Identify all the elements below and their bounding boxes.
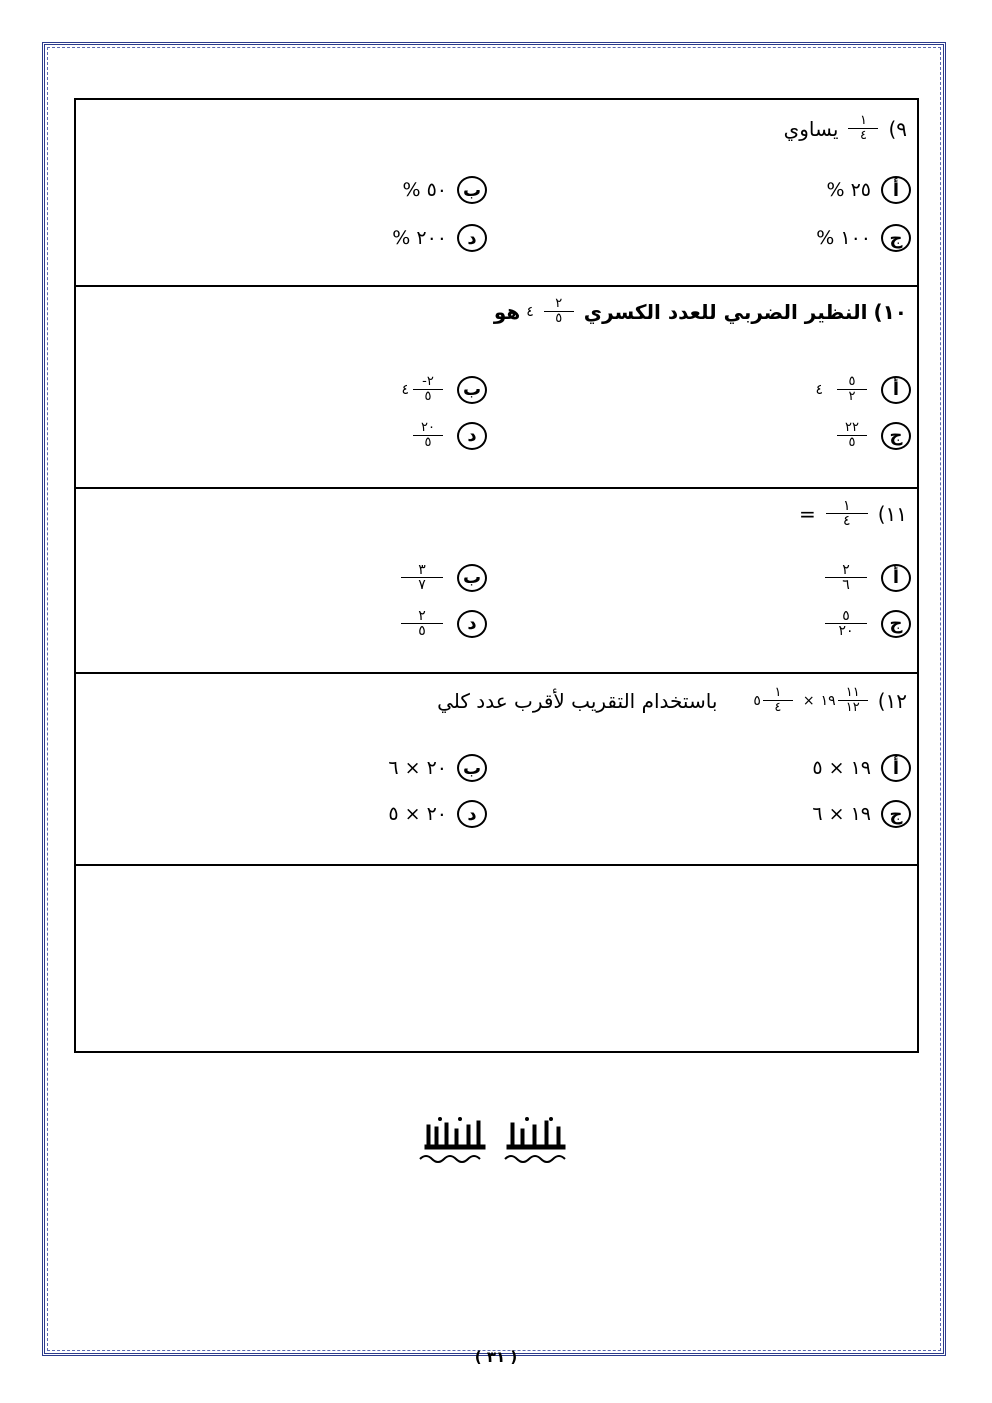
option-value: ٢٠٠ % [392, 227, 447, 249]
option-value: ٢٠ × ٥ [388, 803, 447, 825]
question-11 [76, 489, 917, 674]
mixed-whole: ٥ [753, 692, 761, 709]
option-letter: د [457, 610, 487, 638]
option-letter: أ [881, 564, 911, 592]
question-label: النظير الضربي للعدد الكسري [583, 299, 868, 324]
option-letter: أ [881, 754, 911, 782]
option-letter: ج [881, 800, 911, 828]
mixed-whole: ٤ [815, 381, 823, 398]
question-label: باستخدام التقريب لأقرب عدد كلي [437, 688, 718, 713]
fraction: $\frac{٢٢}{٥}$ [837, 421, 867, 450]
option-d[interactable] [397, 609, 487, 638]
option-c[interactable] [812, 800, 911, 828]
option-letter: ب [457, 176, 487, 204]
option-letter: د [457, 224, 487, 252]
option-letter: د [457, 422, 487, 450]
question-10-text [494, 297, 907, 326]
question-10 [76, 287, 917, 489]
fraction: $\frac{٢}{٦}$ [825, 563, 867, 592]
mixed-fraction: $\frac{١١}{١٢}$ [838, 686, 868, 715]
question-number: ٩) [888, 116, 907, 141]
option-c[interactable] [816, 224, 911, 252]
questions-table [74, 98, 919, 1053]
option-c[interactable] [821, 609, 911, 638]
mixed-whole: ٤ [526, 303, 534, 320]
option-value: ٢٥ % [826, 179, 871, 201]
option-b[interactable] [401, 375, 487, 404]
question-label: يساوي [783, 116, 839, 141]
option-d[interactable] [409, 421, 487, 450]
mixed-fraction: $\frac{٢}{٥}$ [544, 297, 574, 326]
option-c[interactable] [833, 421, 911, 450]
empty-box [76, 866, 917, 1051]
end-of-questions-calligraphy [415, 1115, 580, 1170]
option-value: ١٠٠ % [816, 227, 871, 249]
question-12 [76, 674, 917, 866]
mixed-whole: ١٩ [820, 692, 836, 709]
option-value: ١٩ × ٦ [812, 803, 871, 825]
option-a[interactable] [812, 754, 911, 782]
option-d[interactable] [392, 224, 487, 252]
option-d[interactable] [388, 800, 487, 828]
option-letter: أ [881, 376, 911, 404]
option-letter: ج [881, 610, 911, 638]
fraction: $\frac{٥}{٢}$ [837, 375, 867, 404]
option-value: ٥٠ % [402, 179, 447, 201]
question-9-text [784, 114, 907, 143]
option-letter: ج [881, 422, 911, 450]
option-value: ٢٠ × ٦ [388, 757, 447, 779]
option-letter: د [457, 800, 487, 828]
question-label-end: هو [493, 299, 521, 324]
question-number: ١٢) [877, 688, 907, 713]
question-number: ١٠) [873, 299, 907, 324]
question-9 [76, 100, 917, 287]
page-number: ( ٣١ ) [474, 1348, 518, 1366]
question-12-text [437, 686, 907, 715]
question-11-text [799, 499, 907, 528]
option-letter: أ [881, 176, 911, 204]
question-number: ١١) [877, 501, 907, 526]
fraction: $\frac{١}{٤}$ [848, 114, 878, 143]
option-b[interactable] [402, 176, 487, 204]
option-letter: ب [457, 376, 487, 404]
mixed-fraction: $\frac{١}{٤}$ [763, 686, 793, 715]
equals-sign: = [798, 501, 816, 526]
times-sign: × [802, 692, 815, 709]
option-a[interactable] [826, 176, 911, 204]
fraction: $\frac{٢-}{٥}$ [413, 375, 443, 404]
fraction: $\frac{٣}{٧}$ [401, 563, 443, 592]
option-letter: ب [457, 754, 487, 782]
option-a[interactable] [821, 563, 911, 592]
option-letter: ج [881, 224, 911, 252]
option-b[interactable] [397, 563, 487, 592]
option-a[interactable] [815, 375, 911, 404]
mixed-whole: ٤ [401, 381, 409, 398]
option-value: ١٩ × ٥ [812, 757, 871, 779]
fraction: $\frac{٢}{٥}$ [401, 609, 443, 638]
fraction: $\frac{٥}{٢٠}$ [825, 609, 867, 638]
option-letter: ب [457, 564, 487, 592]
fraction: $\frac{٢٠}{٥}$ [413, 421, 443, 450]
fraction: $\frac{١}{٤}$ [826, 499, 868, 528]
option-b[interactable] [388, 754, 487, 782]
